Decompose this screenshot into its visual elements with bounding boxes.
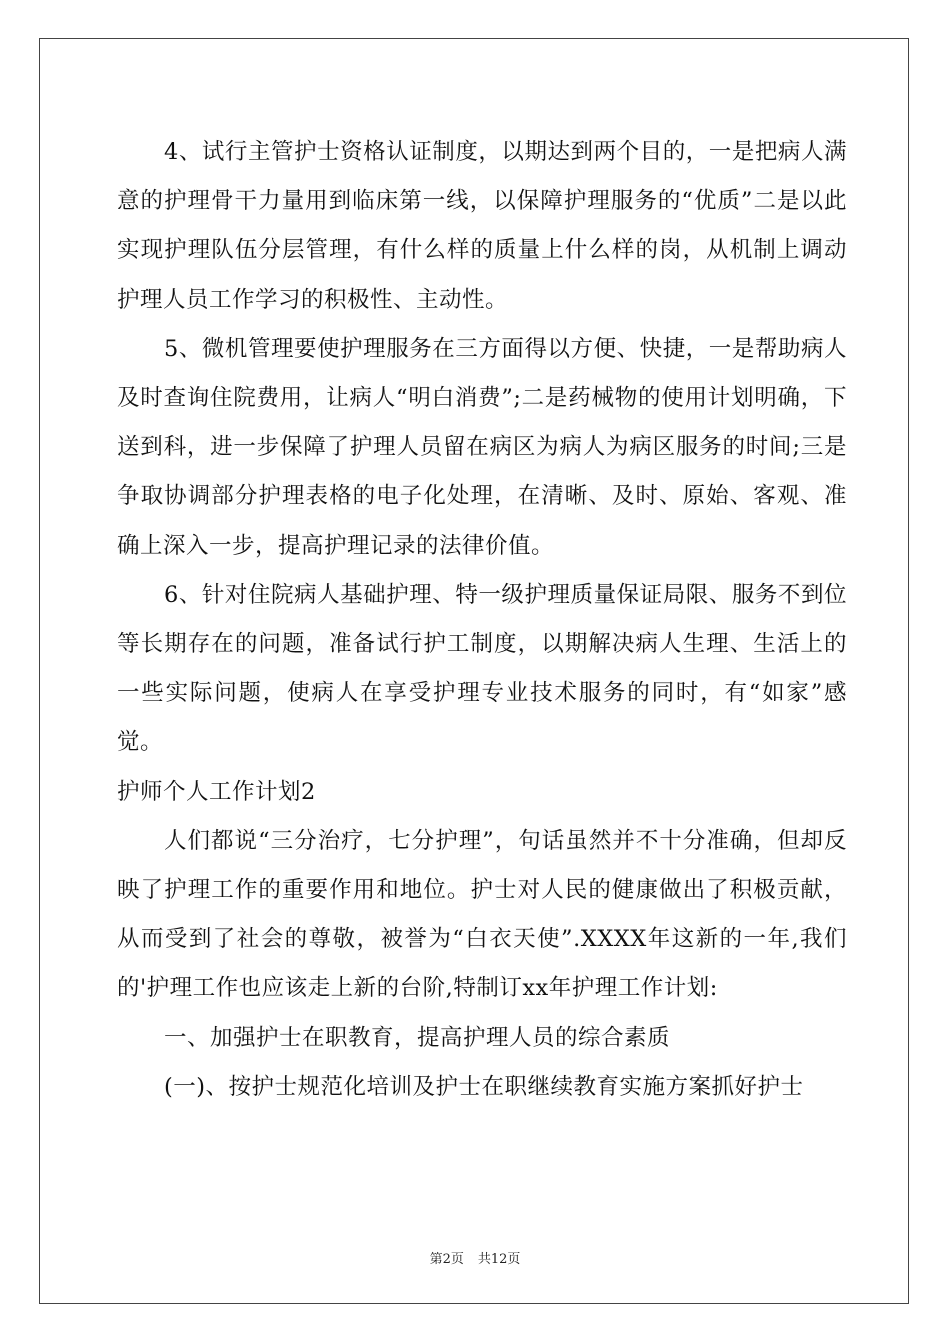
paragraph-item-5: 5、微机管理要使护理服务在三方面得以方便、快捷，一是帮助病人及时查询住院费用，让病人“明白消费”;二是药械物的使用计划明确，下送到科，进一步保障了护理人员留在病区为病人为病区服务的时间;三是争取协调部分护理表格的电子化处理，在清晰、及时、原始、客观、准确上深入一步，提高护理记录的法律价值。	[117, 335, 847, 559]
section-title: 护师个人工作计划2	[117, 778, 316, 805]
subheading-1: 一、加强护士在职教育，提高护理人员的综合素质	[164, 1024, 671, 1051]
page-total: 共12页	[477, 1252, 521, 1267]
subsection-item-1: (一)、按护士规范化培训及护士在职继续教育实施方案抓好护士	[164, 1073, 804, 1100]
paragraph-item-4: 4、试行主管护士资格认证制度，以期达到两个目的，一是把病人满意的护理骨干力量用到临床第一线，以保障护理服务的“优质”二是以此实现护理队伍分层管理，有什么样的质量上什么样的岗，从机制上调动护理人员工作学习的积极性、主动性。	[117, 139, 847, 313]
page-footer	[0, 1248, 950, 1267]
page-number: 第2页	[429, 1252, 464, 1267]
document-body	[117, 128, 847, 1112]
paragraph-item-6: 6、针对住院病人基础护理、特一级护理质量保证局限、服务不到位等长期存在的问题，准备试行护工制度，以期解决病人生理、生活上的一些实际问题，使病人在享受护理专业技术服务的同时，有“如家”感觉。	[117, 581, 847, 756]
intro-paragraph: 人们都说“三分治疗，七分护理”，句话虽然并不十分准确，但却反映了护理工作的重要作用和地位。护士对人民的健康做出了积极贡献，从而受到了社会的尊敬，被誉为“白衣天使”.XXXX年这新的一年,我们的'护理工作也应该走上新的台阶,特制订xx年护理工作计划:	[117, 827, 847, 1002]
